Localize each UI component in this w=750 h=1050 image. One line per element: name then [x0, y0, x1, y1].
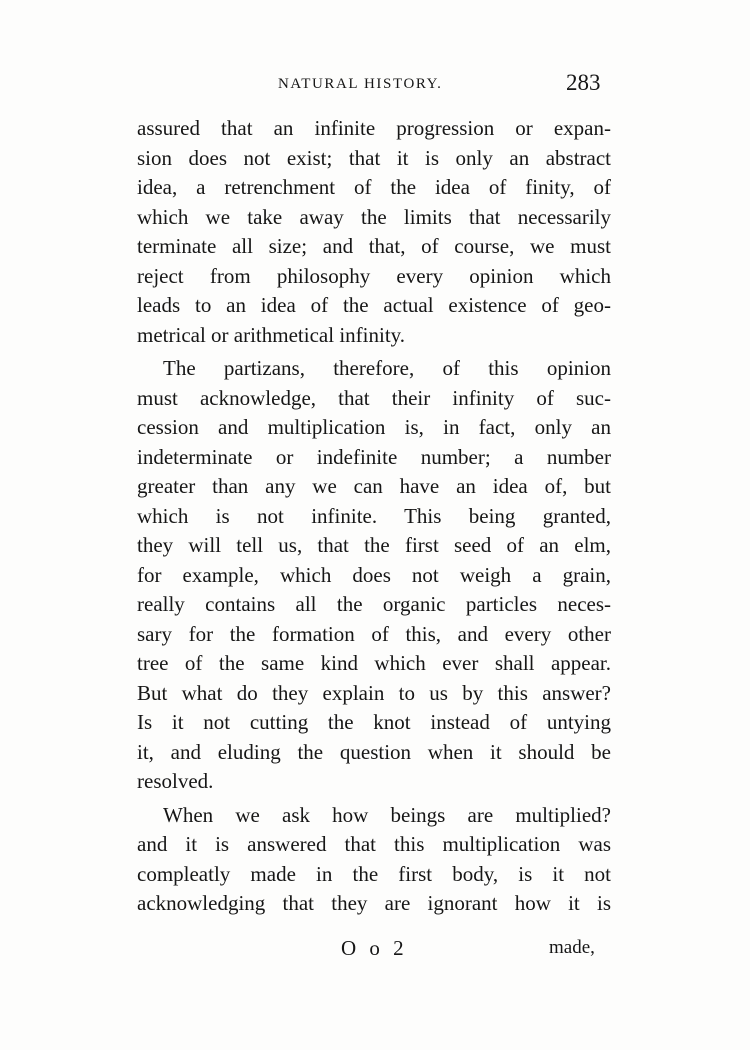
text-line: must acknowledge, that their infinity of suc- [137, 385, 611, 410]
text-line: indeterminate or indefinite number; a number [137, 444, 611, 469]
page-number: 283 [566, 70, 601, 95]
text-line: tree of the same kind which ever shall appear. [137, 651, 611, 675]
text-line: Is it not cutting the knot instead of untying [137, 710, 611, 734]
text-line: which we take away the limits that necessarily [137, 204, 611, 229]
text-line: terminate all size; and that, of course, we must [137, 234, 611, 258]
text-line: cession and multiplication is, in fact, only an [137, 415, 611, 439]
text-line: acknowledging that they are ignorant how it is [137, 891, 611, 915]
text-line: which is not infinite. This being granted, [137, 503, 611, 528]
catchword: made, [549, 937, 595, 958]
text-line: sion does not exist; that it is only an abstract [137, 145, 611, 170]
body-text [137, 114, 611, 919]
signature-mark: O o 2 [341, 936, 408, 960]
text-line: and it is answered that this multiplication was [137, 832, 611, 856]
running-head: NATURAL HISTORY. [278, 76, 443, 92]
text-line: The partizans, therefore, of this opinion [163, 356, 611, 380]
text-line: it, and eluding the question when it should be [137, 739, 611, 764]
text-line: sary for the formation of this, and every other [137, 621, 611, 646]
text-line: assured that an infinite progression or expan- [137, 116, 611, 140]
text-line: really contains all the organic particles neces- [137, 592, 611, 616]
text-line: But what do they explain to us by this answer? [137, 680, 611, 705]
text-line: metrical or arithmetical infinity. [137, 322, 406, 347]
text-line: leads to an idea of the actual existence of geo- [137, 293, 611, 317]
paragraph-2 [137, 354, 611, 797]
paragraph-1 [137, 114, 611, 350]
text-line: resolved. [137, 769, 214, 793]
text-line: When we ask how beings are multiplied? [163, 802, 611, 827]
text-line: idea, a retrenchment of the idea of finity, of [137, 175, 611, 199]
text-line: for example, which does not weigh a grain, [137, 562, 611, 587]
text-line: they will tell us, that the first seed of an elm, [137, 533, 611, 557]
paragraph-3 [137, 801, 611, 919]
text-line: greater than any we can have an idea of, but [137, 474, 611, 498]
text-line: compleatly made in the first body, is it not [137, 861, 611, 886]
text-line: reject from philosophy every opinion which [137, 263, 611, 288]
